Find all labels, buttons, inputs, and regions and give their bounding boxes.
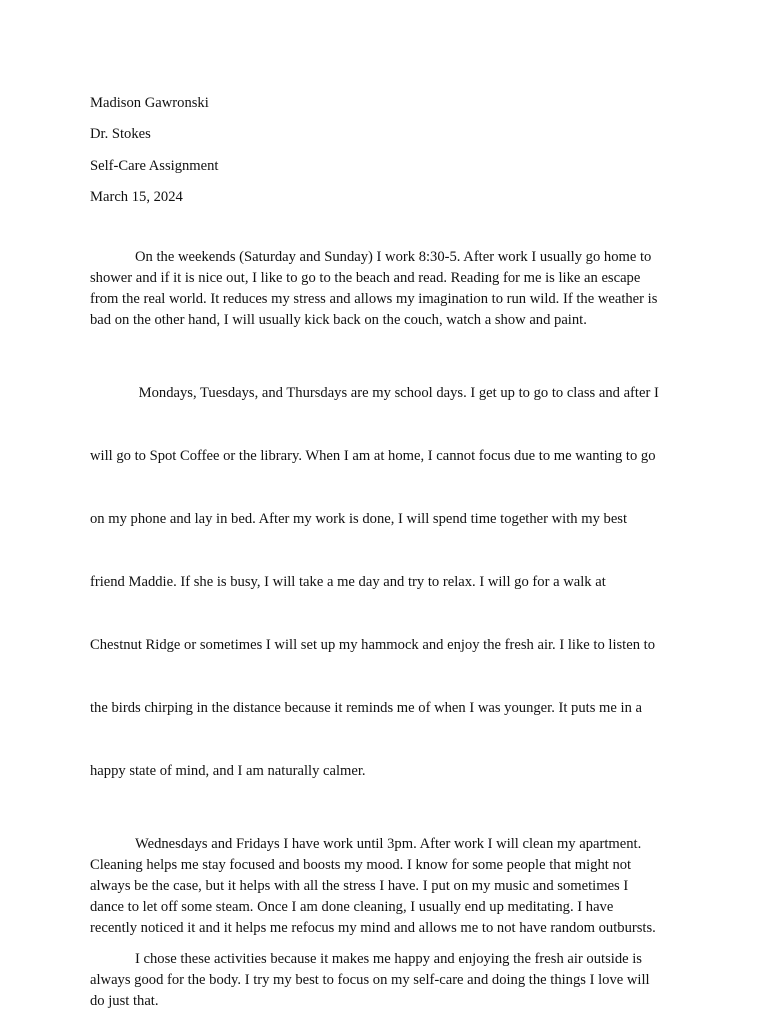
paragraph-line: Wednesdays and Fridays I have work until 3pm. After work I will clean my apartment. xyxy=(135,836,642,852)
paragraph-line: dance to let off some steam. Once I am done cleaning, I usually end up meditating. I have xyxy=(90,899,614,915)
paragraph-line: the birds chirping in the distance because it reminds me of when I was younger. It puts me in a xyxy=(90,700,642,716)
paragraph-line: from the real world. It reduces my stress and allows my imagination to run wild. If the weather is xyxy=(90,291,658,307)
instructor-name: Dr. Stokes xyxy=(90,126,151,143)
paragraph-school-days xyxy=(90,341,682,824)
paragraph-line: bad on the other hand, I will usually kick back on the couch, watch a show and paint. xyxy=(90,312,587,328)
paragraph-line: friend Maddie. If she is busy, I will take a me day and try to relax. I will go for a walk at xyxy=(90,574,606,590)
paragraph-line: always good for the body. I try my best to focus on my self-care and doing the things I love will xyxy=(90,972,650,988)
paragraph-line: Cleaning helps me stay focused and boosts my mood. I know for some people that might not xyxy=(90,857,632,873)
paragraph-line: do just that. xyxy=(90,993,159,1009)
paragraph-line: recently noticed it and it helps me refocus my mind and allows me to not have random outbursts. xyxy=(90,920,656,936)
paragraph-line: I chose these activities because it makes me happy and enjoying the fresh air outside is xyxy=(135,951,642,967)
student-name: Madison Gawronski xyxy=(90,95,209,111)
assignment-title: Self-Care Assignment xyxy=(90,157,219,174)
paragraph-line: On the weekends (Saturday and Sunday) I work 8:30-5. After work I usually go home to xyxy=(135,249,652,265)
paragraph-weekends xyxy=(90,247,682,331)
paragraph-line: always be the case, but it helps with all the stress I have. I put on my music and sometimes I xyxy=(90,878,629,894)
heading-block xyxy=(90,93,690,219)
paragraph-conclusion xyxy=(90,949,682,1012)
paragraph-line: Mondays, Tuesdays, and Thursdays are my school days. I get up to go to class and after I xyxy=(135,385,659,401)
paragraph-line: happy state of mind, and I am naturally calmer. xyxy=(90,763,366,779)
document-date: March 15, 2024 xyxy=(90,189,183,206)
paragraph-line: on my phone and lay in bed. After my work is done, I will spend time together with my best xyxy=(90,511,628,527)
paragraph-line: will go to Spot Coffee or the library. When I am at home, I cannot focus due to me wanting to go xyxy=(90,448,656,464)
paragraph-work-days xyxy=(90,834,682,939)
document-body xyxy=(90,247,682,1022)
paragraph-line: shower and if it is nice out, I like to go to the beach and read. Reading for me is like an escape xyxy=(90,270,641,286)
paragraph-line: Chestnut Ridge or sometimes I will set up my hammock and enjoy the fresh air. I like to listen to xyxy=(90,637,656,653)
